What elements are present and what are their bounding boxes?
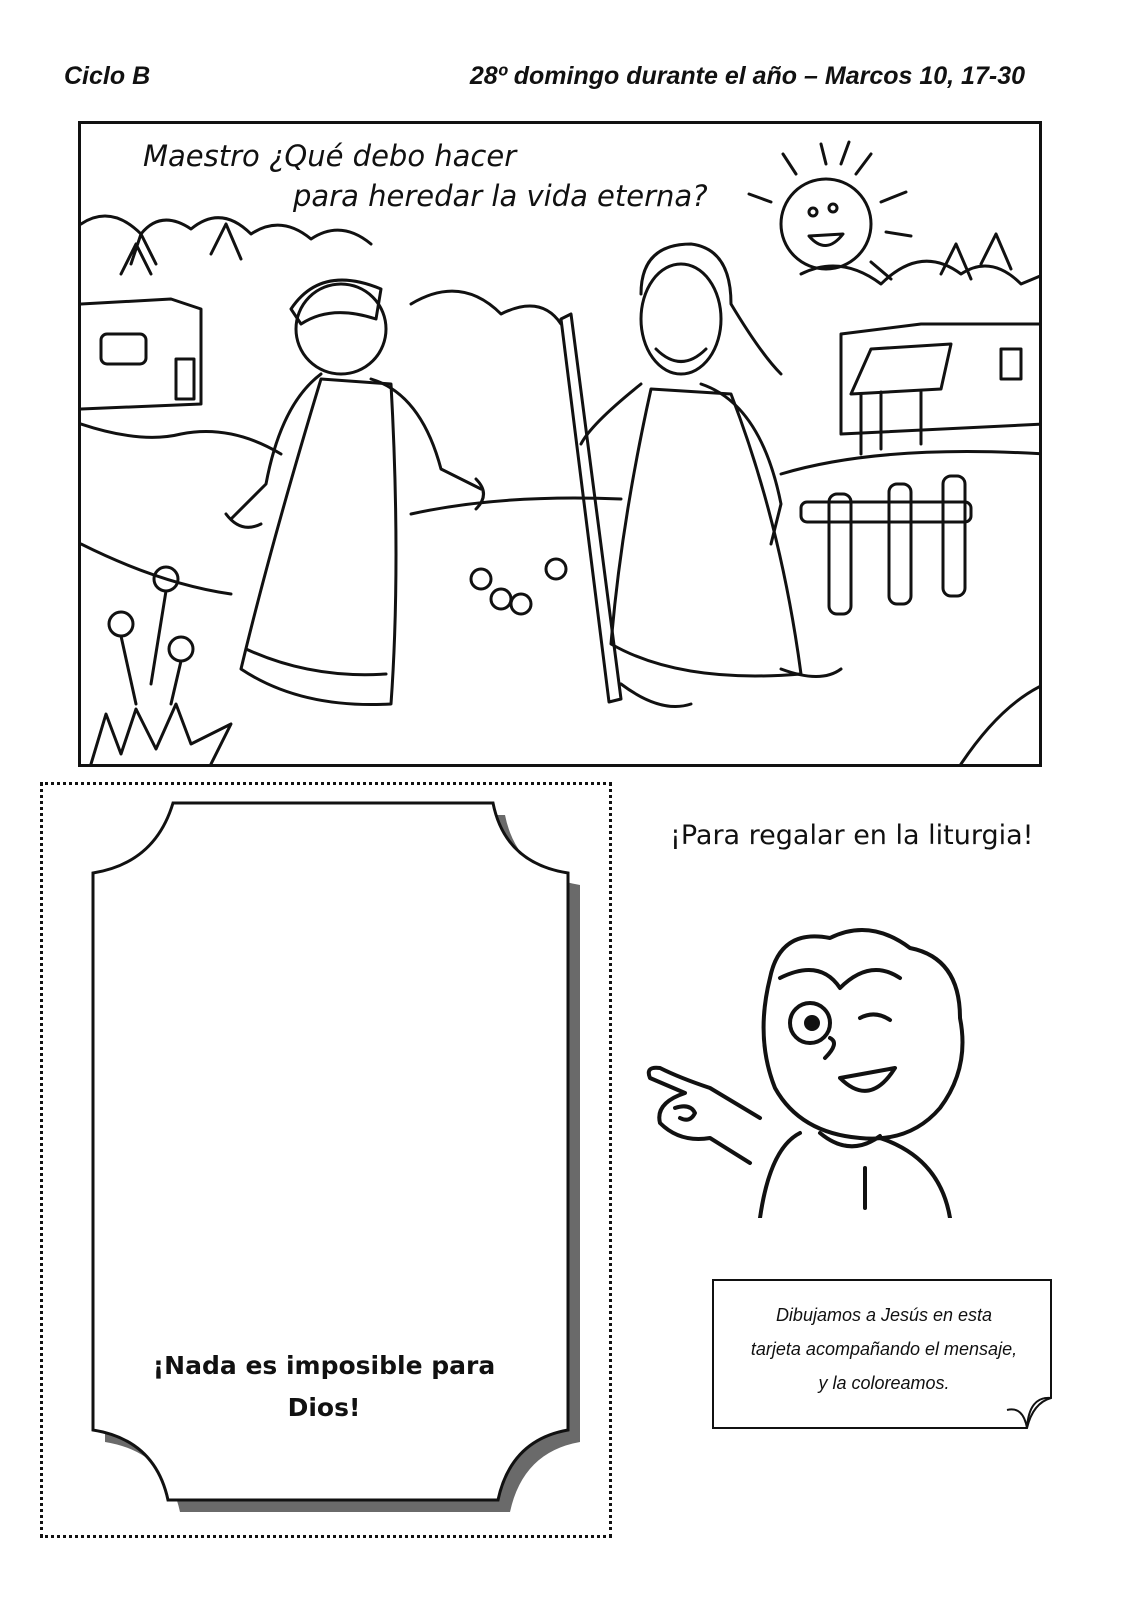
card-message-line-1: ¡Nada es imposible para [152,1351,496,1380]
sun-icon [749,142,911,279]
question-speech [143,136,708,216]
young-man-icon [226,280,484,704]
question-line-2: para heredar la vida eterna? [293,179,708,213]
fence-icon [801,476,971,614]
reading-reference: 28º domingo durante el año – Marcos 10, 17-30 [469,62,1025,90]
instruction-line-2: tarjeta acompañando el mensaje, [750,1339,1018,1359]
cutout-card-area [40,782,612,1538]
cycle-label: Ciclo B [64,62,151,90]
instruction-line-1: Dibujamos a Jesús en esta [775,1305,993,1325]
coloring-scene [78,121,1042,767]
flowers-icon [109,559,566,704]
card-message [129,1345,519,1429]
gift-title: ¡Para regalar en la liturgia! [670,820,1034,851]
question-line-1: Maestro ¿Qué debo hacer [143,139,517,173]
house-right-icon [841,324,1042,454]
scene-illustration [81,124,1042,767]
pointing-boy-icon [640,918,980,1218]
instruction-line-3: y la coloreamos. [818,1373,950,1393]
house-left-icon [81,299,201,409]
instruction-note [711,1278,1056,1430]
instruction-text [719,1298,1049,1400]
jesus-figure-icon [561,244,841,707]
card-message-line-2: Dios! [287,1393,361,1422]
